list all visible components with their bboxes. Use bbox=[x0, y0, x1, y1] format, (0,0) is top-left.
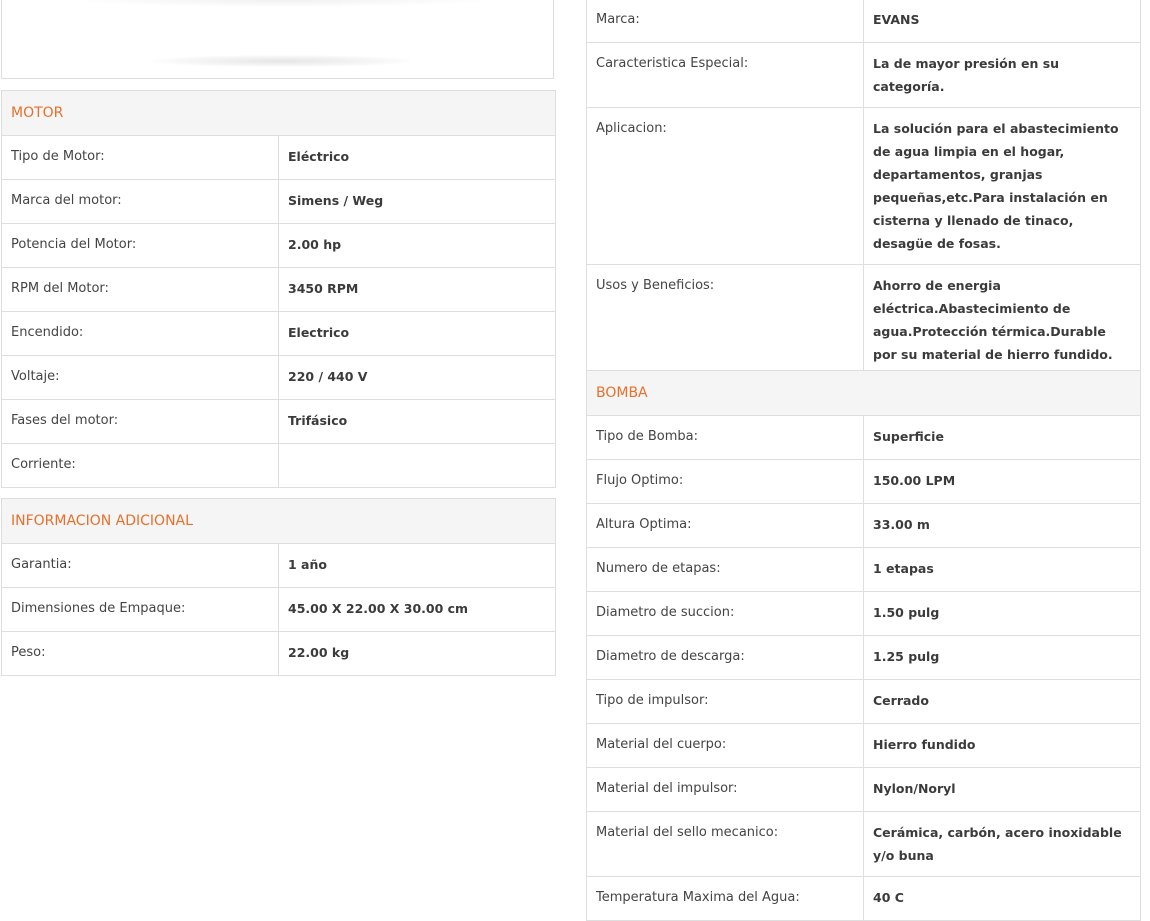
spec-value: Superficie bbox=[864, 416, 1141, 460]
product-image-shadow bbox=[152, 55, 412, 67]
spec-value: 3450 RPM bbox=[279, 268, 556, 312]
spec-label: RPM del Motor: bbox=[2, 268, 279, 312]
table-row bbox=[587, 724, 1141, 768]
spec-value: 1 año bbox=[279, 544, 556, 588]
spec-label: Caracteristica Especial: bbox=[587, 43, 864, 108]
spec-label: Material del sello mecanico: bbox=[587, 812, 864, 877]
spec-label: Potencia del Motor: bbox=[2, 224, 279, 268]
table-row bbox=[2, 136, 556, 180]
spec-value: 2.00 hp bbox=[279, 224, 556, 268]
table-row bbox=[587, 680, 1141, 724]
spec-label: Tipo de Motor: bbox=[2, 136, 279, 180]
spec-label: Peso: bbox=[2, 632, 279, 676]
spec-value: Electrico bbox=[279, 312, 556, 356]
table-row bbox=[587, 460, 1141, 504]
table-row bbox=[587, 548, 1141, 592]
spec-label: Usos y Beneficios: bbox=[587, 265, 864, 376]
spec-value: 22.00 kg bbox=[279, 632, 556, 676]
table-row bbox=[2, 588, 556, 632]
spec-label: Flujo Optimo: bbox=[587, 460, 864, 504]
table-row bbox=[587, 877, 1141, 921]
spec-value: Trifásico bbox=[279, 400, 556, 444]
info-section-title: INFORMACION ADICIONAL bbox=[2, 499, 556, 544]
spec-value: 1 etapas bbox=[864, 548, 1141, 592]
spec-label: Fases del motor: bbox=[2, 400, 279, 444]
spec-value: EVANS bbox=[864, 0, 1141, 43]
table-row bbox=[2, 312, 556, 356]
table-row bbox=[2, 544, 556, 588]
spec-value: Hierro fundido bbox=[864, 724, 1141, 768]
table-row bbox=[2, 180, 556, 224]
table-row bbox=[587, 812, 1141, 877]
table-row bbox=[587, 768, 1141, 812]
spec-value: Ahorro de energia eléctrica.Abastecimiento de agua.Protección térmica.Durable por su material de hierro fundido. bbox=[864, 265, 1141, 376]
spec-value: 40 C bbox=[864, 877, 1141, 921]
spec-label: Numero de etapas: bbox=[587, 548, 864, 592]
table-row bbox=[2, 444, 556, 488]
spec-label: Marca: bbox=[587, 0, 864, 43]
spec-label: Diametro de descarga: bbox=[587, 636, 864, 680]
spec-label: Encendido: bbox=[2, 312, 279, 356]
spec-value: La de mayor presión en su categoría. bbox=[864, 43, 1141, 108]
table-row bbox=[587, 265, 1141, 376]
table-row bbox=[2, 400, 556, 444]
spec-value: Eléctrico bbox=[279, 136, 556, 180]
table-row bbox=[587, 416, 1141, 460]
spec-label: Marca del motor: bbox=[2, 180, 279, 224]
spec-label: Corriente: bbox=[2, 444, 279, 488]
table-row bbox=[587, 108, 1141, 265]
spec-value: 1.25 pulg bbox=[864, 636, 1141, 680]
motor-section-header bbox=[2, 91, 556, 136]
product-image-top-shadow bbox=[62, 0, 502, 7]
spec-value: 33.00 m bbox=[864, 504, 1141, 548]
spec-value: Simens / Weg bbox=[279, 180, 556, 224]
table-row bbox=[2, 268, 556, 312]
spec-value: 45.00 X 22.00 X 30.00 cm bbox=[279, 588, 556, 632]
product-image bbox=[1, 0, 554, 79]
spec-value: La solución para el abastecimiento de agua limpia en el hogar, departamentos, granjas pequeñas,etc.Para instalación en cisterna y llenado de tinaco, desagüe de fosas. bbox=[864, 108, 1141, 265]
spec-value bbox=[279, 444, 556, 488]
motor-spec-table bbox=[1, 90, 556, 488]
motor-section-title: MOTOR bbox=[2, 91, 556, 136]
table-row bbox=[587, 636, 1141, 680]
spec-label: Tipo de impulsor: bbox=[587, 680, 864, 724]
table-row bbox=[2, 356, 556, 400]
bomba-section-header bbox=[587, 371, 1141, 416]
spec-label: Material del cuerpo: bbox=[587, 724, 864, 768]
bomba-section-title: BOMBA bbox=[587, 371, 1141, 416]
spec-label: Voltaje: bbox=[2, 356, 279, 400]
spec-label: Material del impulsor: bbox=[587, 768, 864, 812]
spec-label: Temperatura Maxima del Agua: bbox=[587, 877, 864, 921]
info-spec-table bbox=[1, 498, 556, 676]
general-spec-table bbox=[586, 0, 1141, 376]
bomba-spec-table bbox=[586, 370, 1141, 921]
table-row bbox=[587, 504, 1141, 548]
spec-value: 150.00 LPM bbox=[864, 460, 1141, 504]
table-row bbox=[2, 632, 556, 676]
spec-value: 220 / 440 V bbox=[279, 356, 556, 400]
table-row bbox=[587, 592, 1141, 636]
spec-label: Diametro de succion: bbox=[587, 592, 864, 636]
info-section-header bbox=[2, 499, 556, 544]
spec-label: Dimensiones de Empaque: bbox=[2, 588, 279, 632]
spec-label: Garantia: bbox=[2, 544, 279, 588]
table-row bbox=[587, 43, 1141, 108]
table-row bbox=[2, 224, 556, 268]
spec-label: Tipo de Bomba: bbox=[587, 416, 864, 460]
spec-value: Cerrado bbox=[864, 680, 1141, 724]
spec-label: Aplicacion: bbox=[587, 108, 864, 265]
spec-value: Nylon/Noryl bbox=[864, 768, 1141, 812]
table-row bbox=[587, 0, 1141, 43]
spec-value: 1.50 pulg bbox=[864, 592, 1141, 636]
spec-value: Cerámica, carbón, acero inoxidable y/o buna bbox=[864, 812, 1141, 877]
spec-label: Altura Optima: bbox=[587, 504, 864, 548]
